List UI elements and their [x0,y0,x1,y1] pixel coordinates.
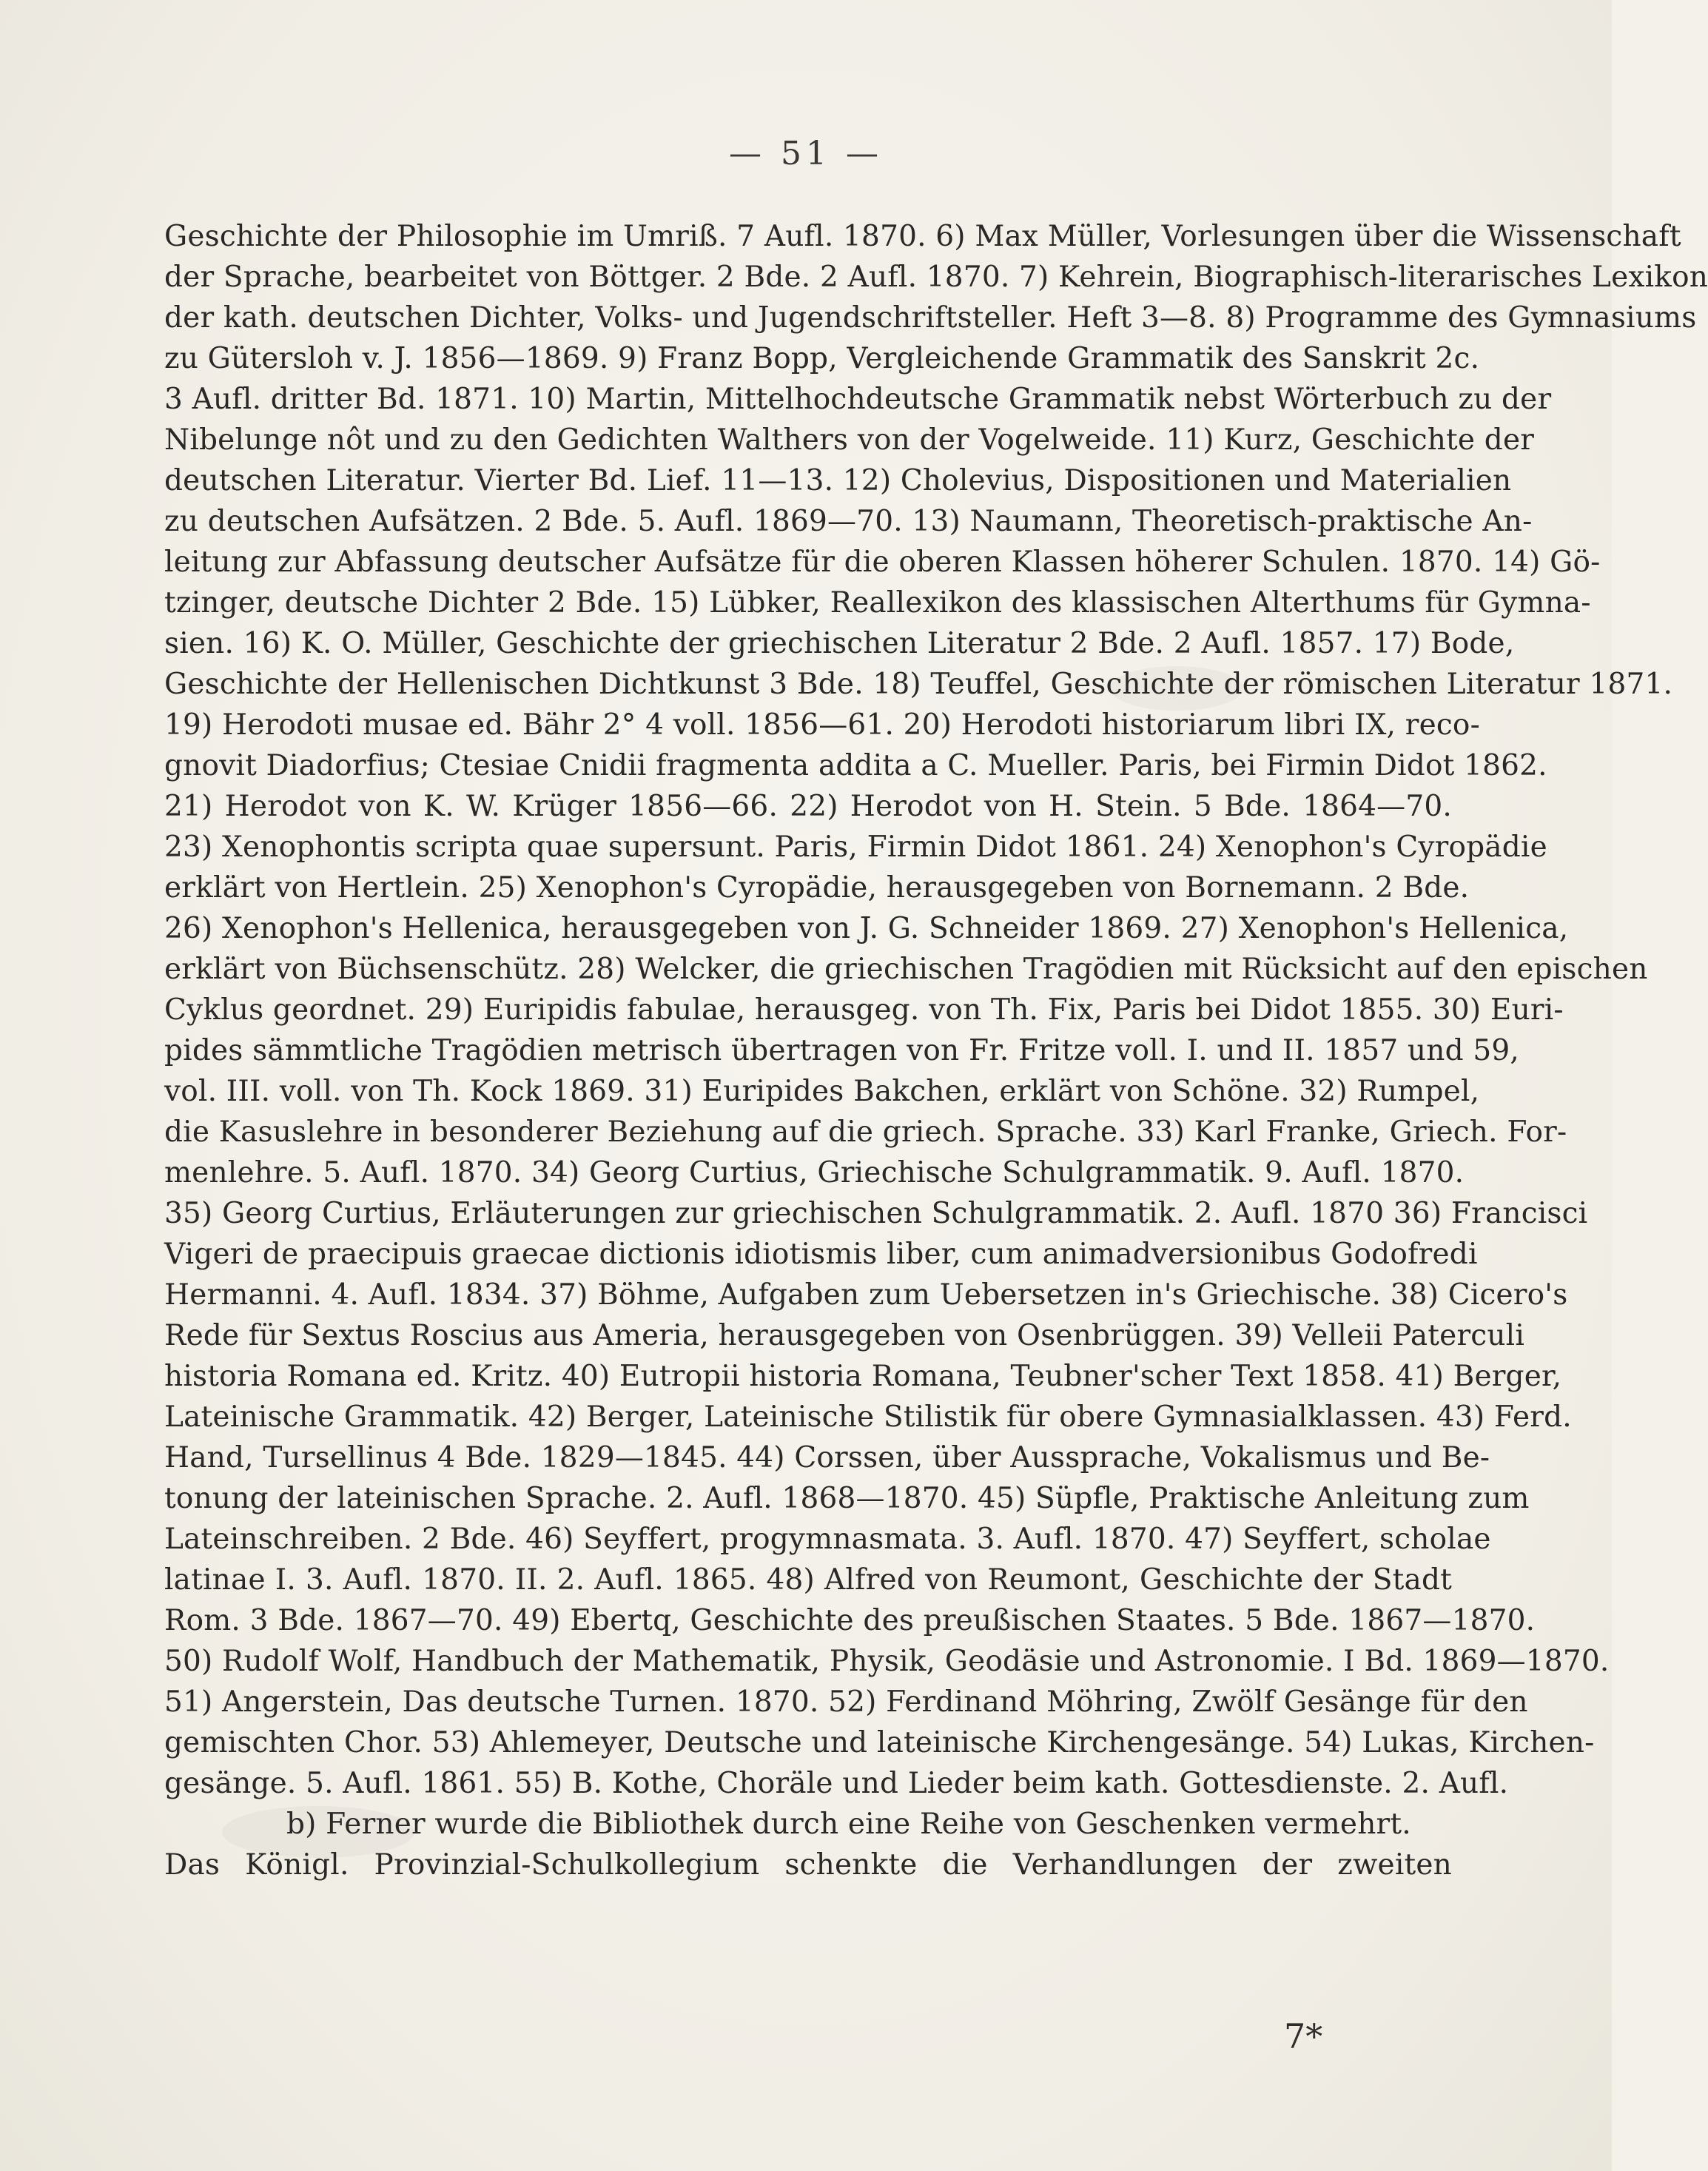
text-line: Rom. 3 Bde. 1867—70. 49) Ebertq, Geschichte des preußischen Staates. 5 Bde. 1867—1870. [164,1604,1536,1637]
body-text [164,216,1708,1885]
text-line: 21) Herodot von K. W. Krüger 1856—66. 22) Herodot von H. Stein. 5 Bde. 1864—70. [164,790,1452,823]
signature-mark: 7* [1284,2016,1323,2056]
text-line: 23) Xenophontis scripta quae supersunt. Paris, Firmin Didot 1861. 24) Xenophon's Cyropädie [164,831,1547,864]
text-line: Rede für Sextus Roscius aus Ameria, herausgegeben von Osenbrüggen. 39) Velleii Paterculi [164,1319,1524,1352]
page-number: — 51 — [729,135,883,172]
text-line: gnovit Diadorfius; Ctesiae Cnidii fragmenta addita a C. Mueller. Paris, bei Firmin Didot 1862. [164,749,1547,782]
text-line: Geschichte der Hellenischen Dichtkunst 3 Bde. 18) Teuffel, Geschichte der römischen Literatur 1871. [164,668,1673,701]
text-line: Hermanni. 4. Aufl. 1834. 37) Böhme, Aufgaben zum Uebersetzen in's Griechische. 38) Cicero's [164,1278,1568,1312]
text-line: 51) Angerstein, Das deutsche Turnen. 1870. 52) Ferdinand Möhring, Zwölf Gesänge für den [164,1685,1528,1719]
text-line: gemischten Chor. 53) Ahlemeyer, Deutsche und lateinische Kirchengesänge. 54) Lukas, Kirchen- [164,1726,1595,1759]
text-line: zu Gütersloh v. J. 1856—1869. 9) Franz Bopp, Vergleichende Grammatik des Sanskrit 2c. [164,342,1480,375]
text-line: 35) Georg Curtius, Erläuterungen zur griechischen Schulgrammatik. 2. Aufl. 1870 36) Francisci [164,1197,1588,1230]
text-line: 19) Herodoti musae ed. Bähr 2° 4 voll. 1856—61. 20) Herodoti historiarum libri IX, reco- [164,708,1480,742]
text-line: vol. III. voll. von Th. Kock 1869. 31) Euripides Bakchen, erklärt von Schöne. 32) Rumpel, [164,1075,1480,1108]
text-line: tzinger, deutsche Dichter 2 Bde. 15) Lübker, Reallexikon des klassischen Alterthums für Gymna- [164,586,1591,620]
text-line: deutschen Literatur. Vierter Bd. Lief. 11—13. 12) Cholevius, Dispositionen und Materialien [164,464,1512,497]
section-heading-line: b) Ferner wurde die Bibliothek durch eine Reihe von Geschenken vermehrt. [286,1808,1411,1841]
text-line: tonung der lateinischen Sprache. 2. Aufl. 1868—1870. 45) Süpfle, Praktische Anleitung zum [164,1482,1530,1515]
text-line: historia Romana ed. Kritz. 40) Eutropii historia Romana, Teubner'scher Text 1858. 41) Berger, [164,1360,1562,1393]
text-line: der Sprache, bearbeitet von Böttger. 2 Bde. 2 Aufl. 1870. 7) Kehrein, Biographisch-literarisches Lexikon [164,261,1708,294]
text-line: Lateinische Grammatik. 42) Berger, Lateinische Stilistik für obere Gymnasialklassen. 43) Ferd. [164,1400,1572,1434]
text-line: zu deutschen Aufsätzen. 2 Bde. 5. Aufl. 1869—70. 13) Naumann, Theoretisch-praktische An- [164,505,1533,538]
text-line: 26) Xenophon's Hellenica, herausgegeben von J. G. Schneider 1869. 27) Xenophon's Hellenica, [164,912,1569,945]
text-line: die Kasuslehre in besonderer Beziehung auf die griech. Sprache. 33) Karl Franke, Griech. For- [164,1115,1567,1149]
text-line: pides sämmtliche Tragödien metrisch übertragen von Fr. Fritze voll. I. und II. 1857 und 59, [164,1034,1519,1067]
text-line: menlehre. 5. Aufl. 1870. 34) Georg Curtius, Griechische Schulgrammatik. 9. Aufl. 1870. [164,1156,1465,1189]
text-line: 3 Aufl. dritter Bd. 1871. 10) Martin, Mittelhochdeutsche Grammatik nebst Wörterbuch zu der [164,383,1552,416]
text-line: 50) Rudolf Wolf, Handbuch der Mathematik, Physik, Geodäsie und Astronomie. I Bd. 1869—1870. [164,1645,1610,1678]
text-line: Cyklus geordnet. 29) Euripidis fabulae, herausgeg. von Th. Fix, Paris bei Didot 1855. 30) Euri- [164,993,1564,1027]
text-line: erklärt von Büchsenschütz. 28) Welcker, die griechischen Tragödien mit Rücksicht auf den epischen [164,953,1648,986]
text-line: Geschichte der Philosophie im Umriß. 7 Aufl. 1870. 6) Max Müller, Vorlesungen über die Wissenschaft [164,220,1681,253]
text-line: Nibelunge nôt und zu den Gedichten Walthers von der Vogelweide. 11) Kurz, Geschichte der [164,423,1535,457]
text-line: latinae I. 3. Aufl. 1870. II. 2. Aufl. 1865. 48) Alfred von Reumont, Geschichte der Stadt [164,1563,1452,1597]
text-line: Das Königl. Provinzial-Schulkollegium schenkte die Verhandlungen der zweiten [164,1848,1452,1882]
text-line: Lateinschreiben. 2 Bde. 46) Seyffert, progymnasmata. 3. Aufl. 1870. 47) Seyffert, scholae [164,1523,1491,1556]
text-line: sien. 16) K. O. Müller, Geschichte der griechischen Literatur 2 Bde. 2 Aufl. 1857. 17) Bode, [164,627,1515,660]
text-line: Vigeri de praecipuis graecae dictionis idiotismis liber, cum animadversionibus Godofredi [164,1238,1478,1271]
text-line: erklärt von Hertlein. 25) Xenophon's Cyropädie, herausgegeben von Bornemann. 2 Bde. [164,871,1470,905]
text-line: Hand, Tursellinus 4 Bde. 1829—1845. 44) Corssen, über Aussprache, Vokalismus und Be- [164,1441,1490,1474]
text-line: gesänge. 5. Aufl. 1861. 55) B. Kothe, Choräle und Lieder beim kath. Gottesdienste. 2. Aufl. [164,1767,1509,1800]
text-line: leitung zur Abfassung deutscher Aufsätze für die oberen Klassen höherer Schulen. 1870. 14) Gö- [164,546,1601,579]
text-line: der kath. deutschen Dichter, Volks- und Jugendschriftsteller. Heft 3—8. 8) Programme des Gymnasiums [164,301,1697,335]
